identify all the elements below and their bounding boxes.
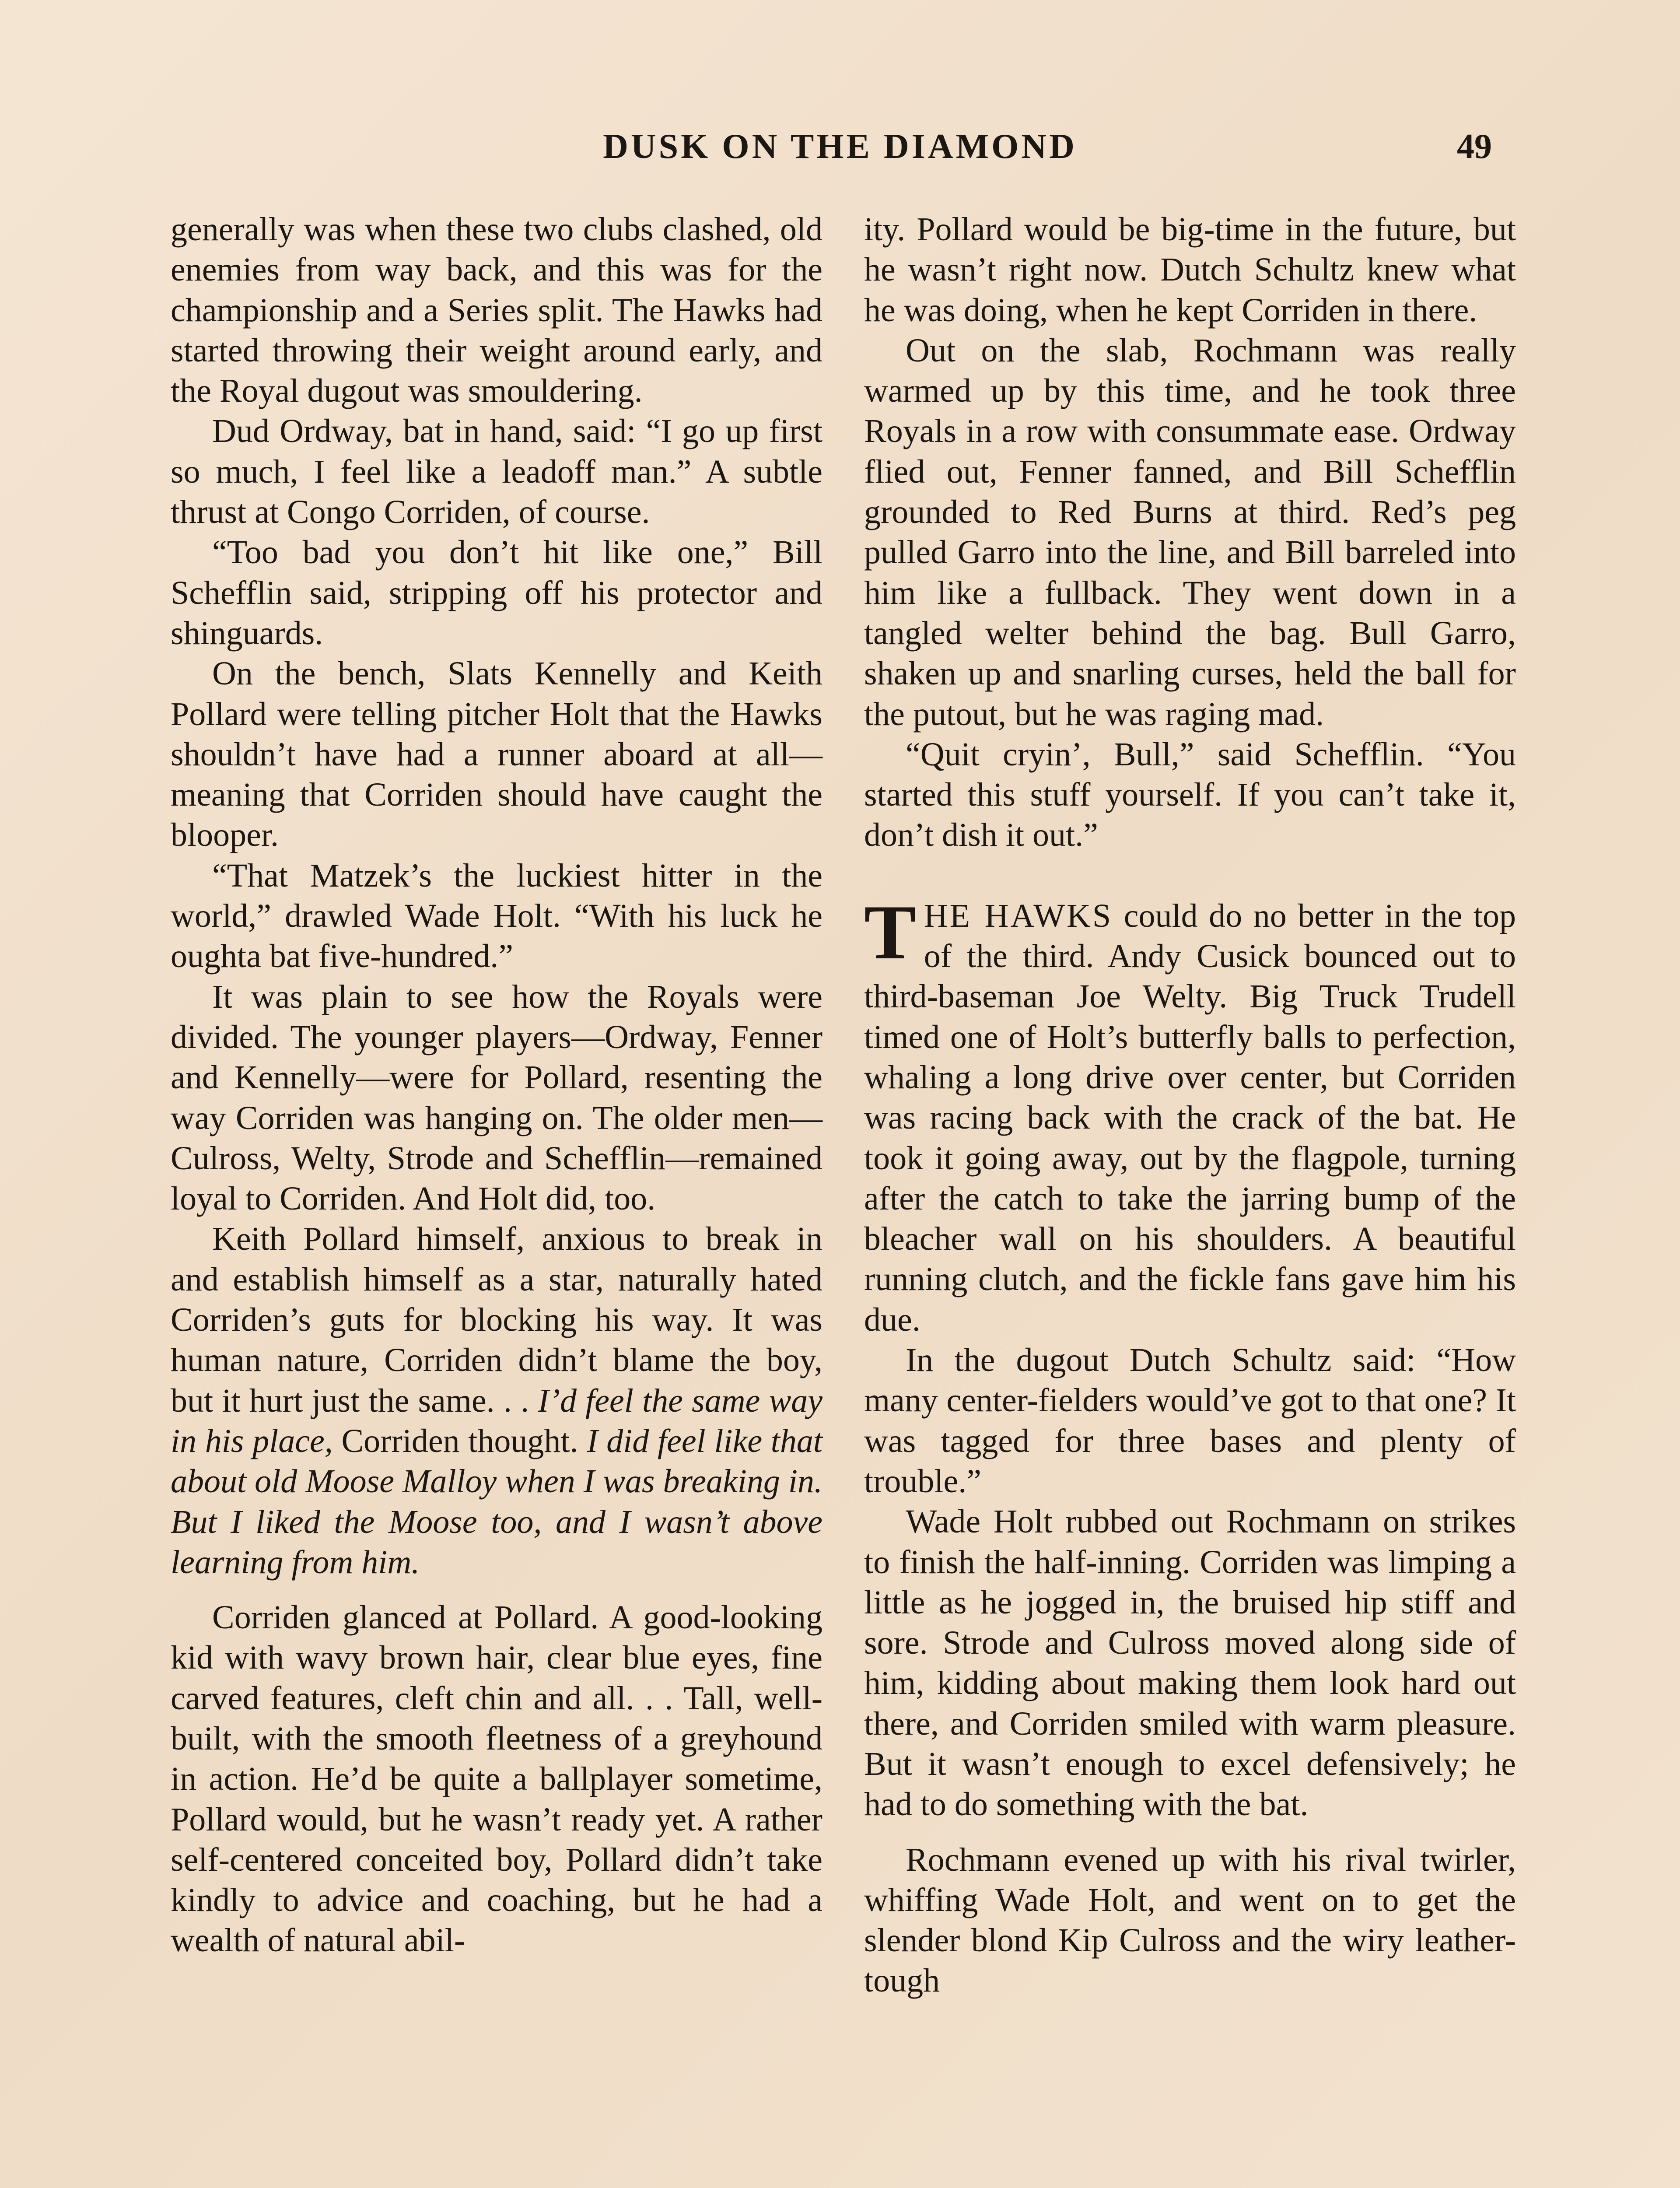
drop-cap: T [864,888,916,975]
section-start-paragraph [864,888,1516,1340]
paragraph: “Quit cryin’, Bull,” said Schefflin. “You started this stuff yourself. If you can’t take it, don’t dish it out.” [864,736,1516,854]
paragraph: On the bench, Slats Kennelly and Keith Pollard were telling pitcher Holt that the Hawks shouldn’t have had a runner aboard at all—meaning that Corriden should have caught the blooper. [171,655,822,854]
paragraph-text: Corriden thought. [341,1422,578,1459]
paragraph: Dud Ordway, bat in hand, said: “I go up first so much, I feel like a leadoff man.” A subtle thrust at Congo Corriden, of course. [171,413,822,531]
paragraph: Corriden glanced at Pollard. A good-looking kid with wavy brown hair, clear blue eyes, fine carved features, cleft chin and all. . . Tall, well-built, with the smooth fleetness of a greyhound in action. He’d be quite a ballplayer sometime, Pollard would, but he wasn’t ready yet. A rather self-centered conceited boy, Pollard didn’t take kindly to advice and coaching, but he had a wealth of natural abil- [171,1599,822,1959]
paragraph-text: Keith Pollard himself, anxious to break in and establish himself as a star, naturally hated Corriden’s guts for blocking his way. It was human nature, Corriden didn’t blame the boy, but it hurt just the same. . . [171,1220,822,1419]
right-column [864,209,1516,2001]
paragraph: ity. Pollard would be big-time in the future, but he wasn’t right now. Dutch Schultz knew what he was doing, when he kept Corriden in there. [864,211,1516,329]
paragraph: generally was when these two clubs clashed, old enemies from way back, and this was for the championship and a Series split. The Hawks had started throwing their weight around early, and the Royal dugout was smouldering. [171,211,822,410]
paragraph: “That Matzek’s the luckiest hitter in the world,” drawled Wade Holt. “With his luck he oughta bat five-hundred.” [171,857,822,975]
italic-thought: I’d feel the same way in his place, [171,1382,822,1459]
paragraph: In the dugout Dutch Schultz said: “How many center-fielders would’ve got to that one? It was tagged for three bases and plenty of trouble.” [864,1342,1516,1500]
running-title: DUSK ON THE DIAMOND [603,127,1077,166]
paragraph-text: could do no better in the top of the third. Andy Cusick bounced out to third-baseman Joe Welty. Big Truck Trudell timed one of Holt’s butterfly balls to perfection, whaling a long drive over center, but Corriden was racing back with the crack of the bat. He took it going away, out by the flagpole, turning after the catch to take the jarring bump of the bleacher wall on his shoulders. A beautiful running clutch, and the fickle fans gave him his due. [864,897,1516,1338]
paragraph: Out on the slab, Rochmann was really warmed up by this time, and he took three Royals in a row with consummate ease. Ordway flied out, Fenner fanned, and Bill Schefflin grounded to Red Burns at third. Red’s peg pulled Garro into the line, and Bill barreled into him like a fullback. They went down in a tangled welter behind the bag. Bull Garro, shaken up and snarling curses, held the ball for the putout, but he was raging mad. [864,332,1516,733]
paragraph: Wade Holt rubbed out Rochmann on strikes to finish the half-inning. Corriden was limping a little as he jogged in, the bruised hip stiff and sore. Strode and Culross moved along side of him, kidding about making them look hard out there, and Corriden smiled with warm pleasure. But it wasn’t enough to excel defensively; he had to do something with the bat. [864,1503,1516,1823]
paragraph: “Too bad you don’t hit like one,” Bill Schefflin said, stripping off his protector and shinguards. [171,534,822,652]
small-caps-lead: HE HAWKS [924,897,1113,934]
left-column [171,209,822,1961]
paragraph-with-thoughts [171,1219,822,1582]
page-number: 49 [1457,127,1492,166]
paragraph: Rochmann evened up with his rival twirler, whiffing Wade Holt, and went on to get the slender blond Kip Culross and the wiry leather-tough [864,1841,1516,1999]
italic-thought: I did feel like that about old Moose Malloy when I was breaking in. But I liked the Moose too, and I wasn’t above learning from him. [171,1422,823,1581]
paragraph: It was plain to see how the Royals were divided. The younger players—Ordway, Fenner and Kennelly—were for Pollard, resenting the way Corriden was hanging on. The older men—Culross, Welty, Strode and Schefflin—remained loyal to Corriden. And Holt did, too. [171,978,822,1217]
